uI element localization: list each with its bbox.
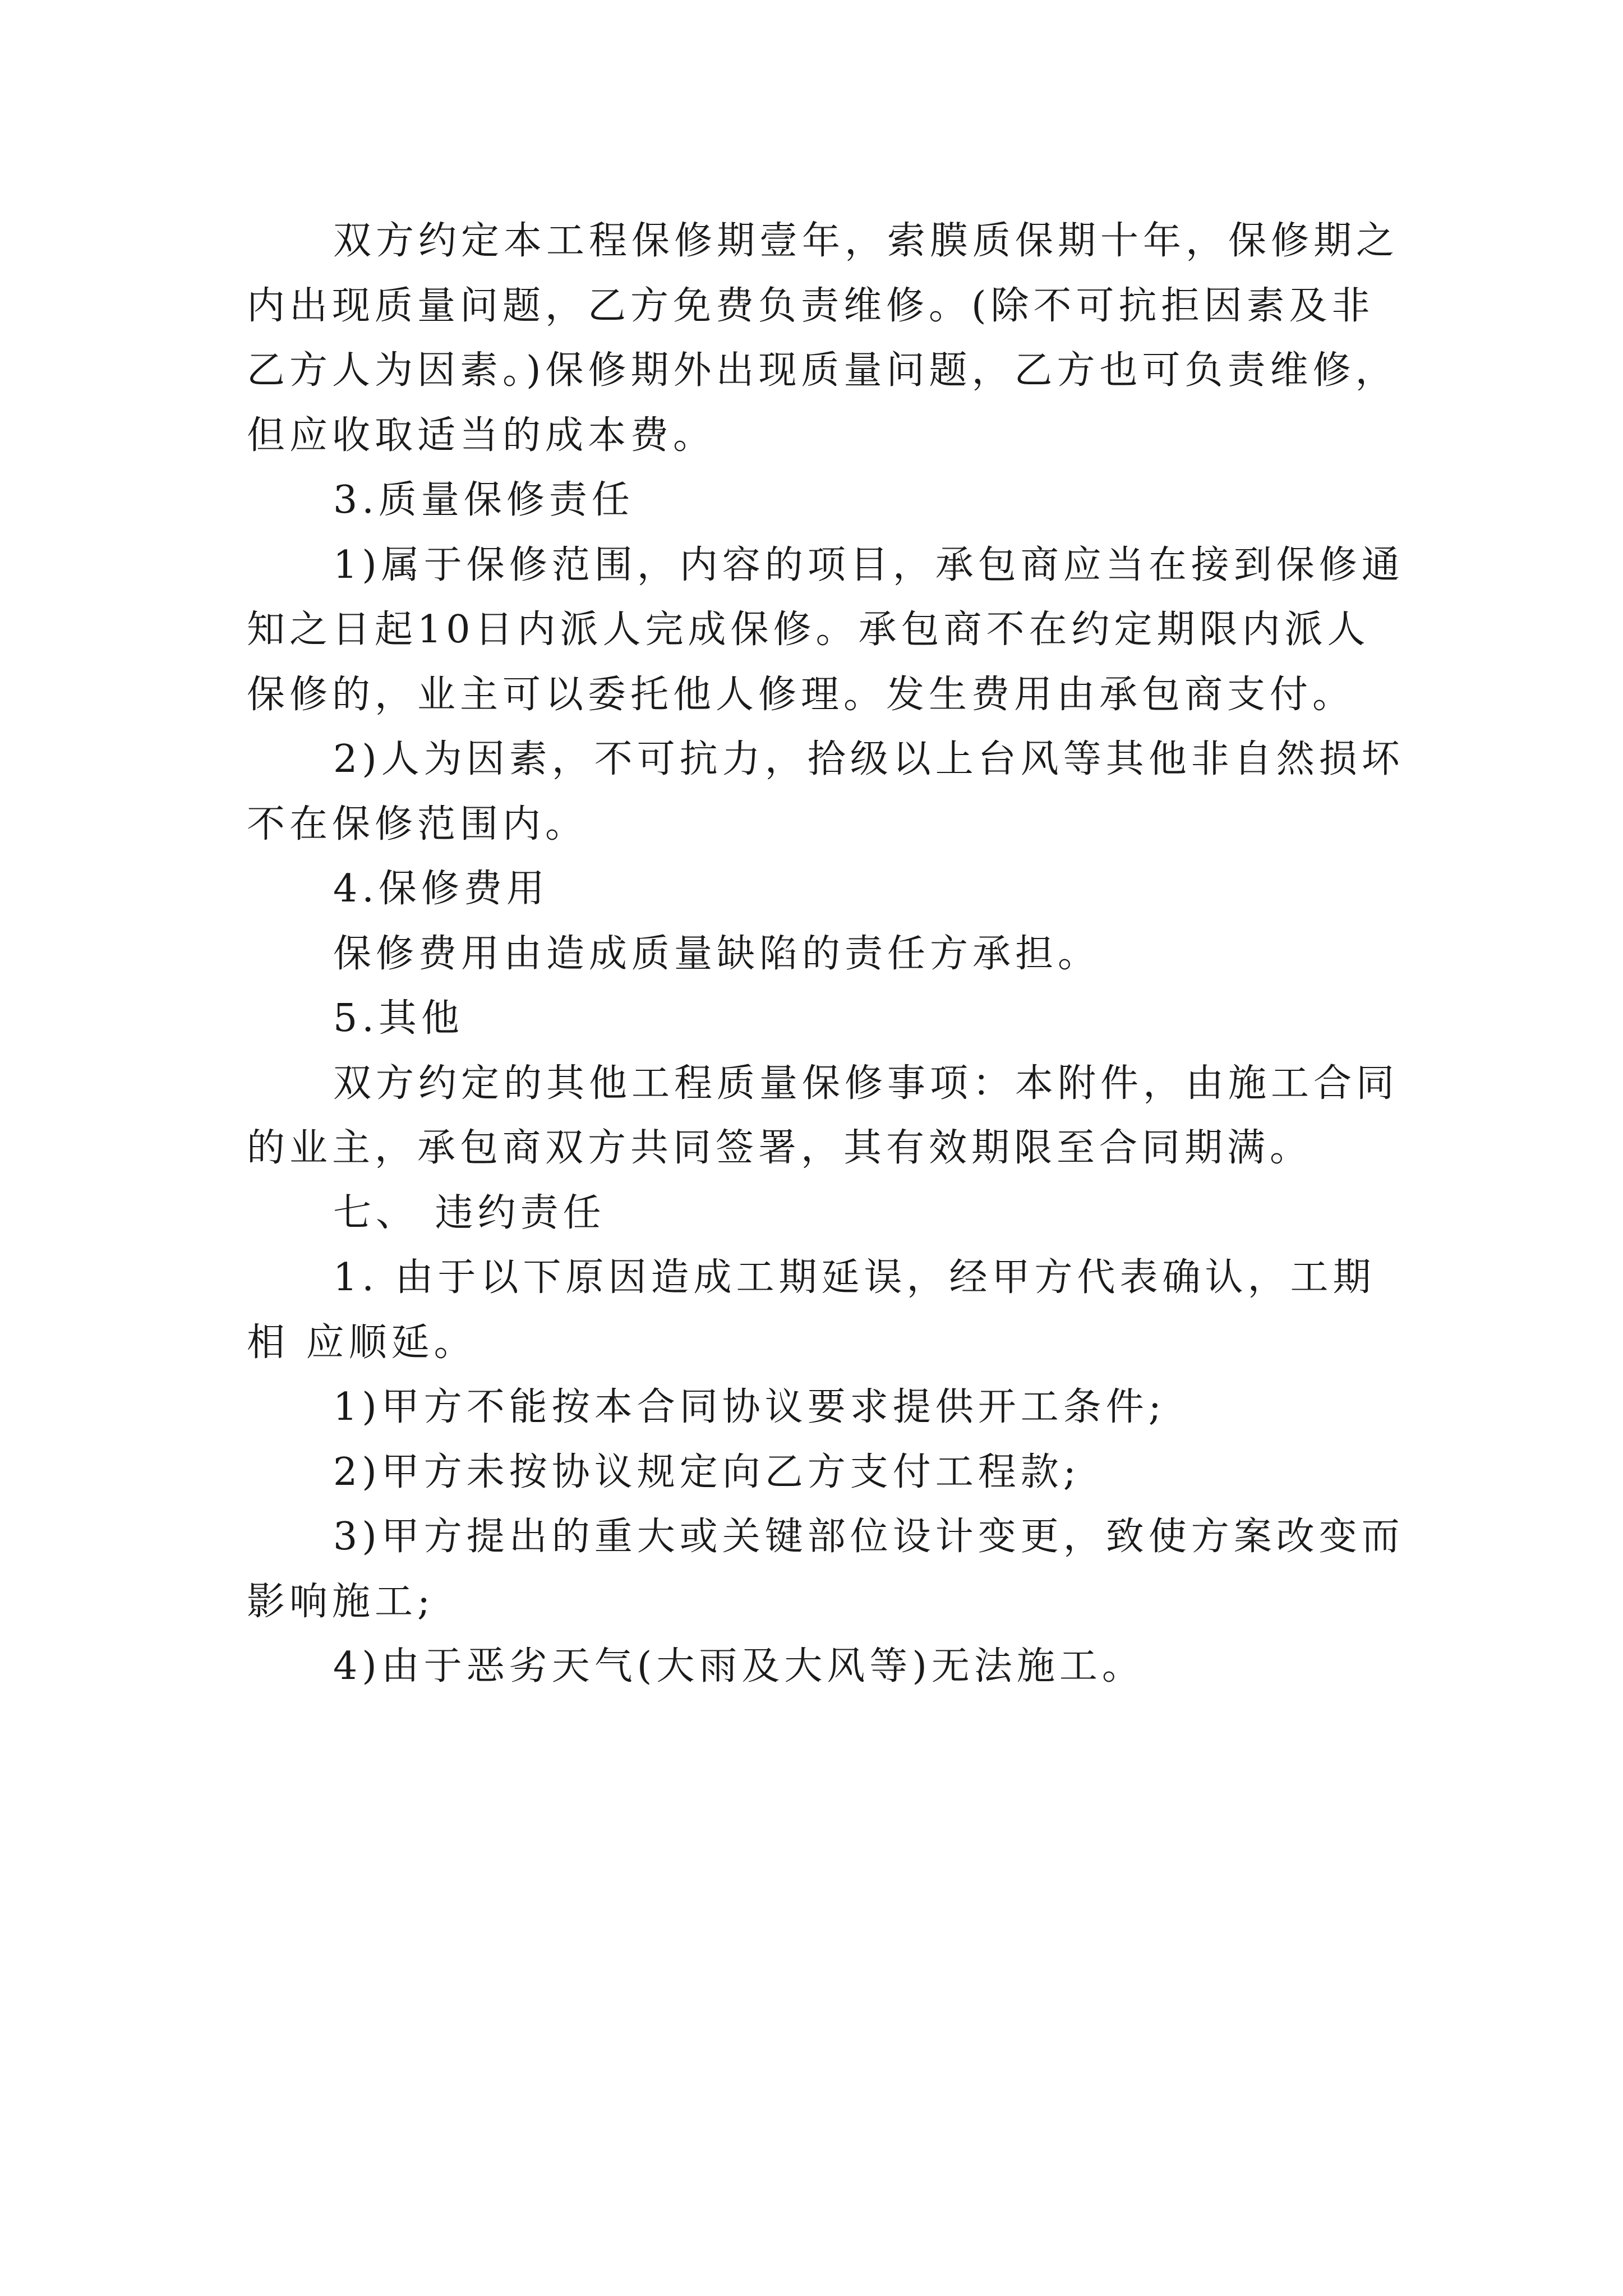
paragraph-delay-causes: 1. 由于以下原因造成工期延误，经甲方代表确认，工期相 应顺延。	[247, 1255, 1376, 1365]
list-item-delay-1: 1)甲方不能按本合同协议要求提供开工条件;	[333, 1385, 1166, 1429]
paragraph-warranty-exclusions: 2)人为因素，不可抗力，拾级以上台风等其他非自然损坏不在保修范围内。	[247, 737, 1404, 846]
list-item-delay-3: 3)甲方提出的重大或关键部位设计变更，致使方案改变而影响施工;	[247, 1515, 1404, 1624]
list-item-delay-4: 4)由于恶劣天气(大雨及大风等)无法施工。	[333, 1644, 1145, 1688]
heading-warranty-cost: 4.保修费用	[333, 867, 549, 911]
heading-quality-warranty-responsibility: 3.质量保修责任	[333, 478, 634, 522]
paragraph-warranty-period: 双方约定本工程保修期壹年，索膜质保期十年，保修期之内出现质量问题，乙方免费负责维修。(除不可抗拒因素及非乙方人为因素。)保修期外出现质量问题，乙方也可负责维修，但应收取适当的成本费。	[247, 219, 1399, 458]
paragraph-warranty-cost: 保修费用由造成质量缺陷的责任方承担。	[333, 931, 1101, 976]
document-body	[247, 209, 1408, 1699]
list-item-delay-2: 2)甲方未按协议规定向乙方支付工程款;	[333, 1450, 1081, 1494]
paragraph-warranty-scope: 1)属于保修范围，内容的项目，承包商应当在接到保修通知之日起10日内派人完成保修。承包商不在约定期限内派人保修的，业主可以委托他人修理。发生费用由承包商支付。	[247, 542, 1404, 717]
heading-breach-liability: 七、 违约责任	[333, 1190, 606, 1235]
paragraph-other-matters: 双方约定的其他工程质量保修事项：本附件，由施工合同的业主，承包商双方共同签署，其有效期限至合同期满。	[247, 1061, 1399, 1170]
heading-other: 5.其他	[333, 996, 464, 1041]
